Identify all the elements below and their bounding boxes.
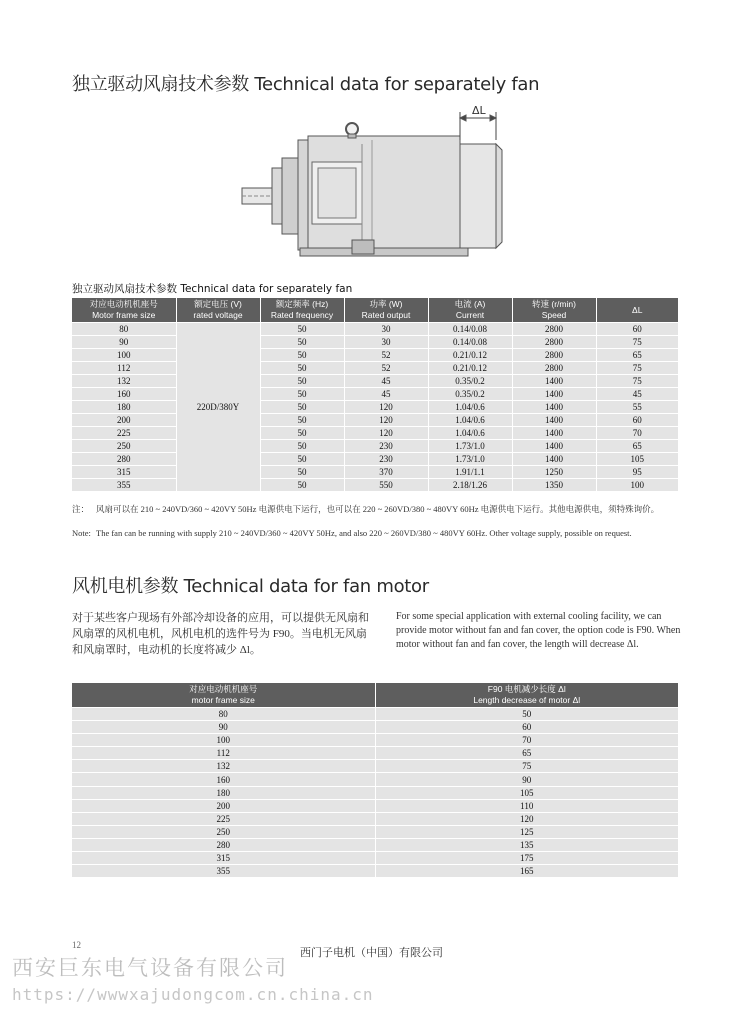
header-en: Speed: [541, 310, 567, 320]
cell-frame: 180: [72, 786, 375, 799]
cell-frame: 250: [72, 825, 375, 838]
cell-length-decrease: 50: [375, 708, 678, 721]
cell-delta-l: 100: [596, 479, 678, 492]
table-row: [72, 336, 678, 349]
cell-speed: 2800: [512, 323, 596, 336]
cell-power: 120: [344, 401, 428, 414]
cell-speed: 1400: [512, 453, 596, 466]
cell-speed: 1250: [512, 466, 596, 479]
cell-delta-l: 75: [596, 336, 678, 349]
cell-speed: 1350: [512, 479, 596, 492]
cell-frame: 160: [72, 773, 375, 786]
table-row: [72, 479, 678, 492]
note-en: [72, 527, 682, 539]
note-cn-text: 风扇可以在 210 ~ 240VD/360 ~ 420VY 50Hz 电源供电下运行，也可以在 220 ~ 260VD/380 ~ 480VY 60Hz 电源供电下运行。其他电源供电，须特殊询价。: [96, 504, 660, 514]
header-cn: 转速 (r/min): [532, 299, 576, 309]
header-en: Rated output: [361, 310, 411, 320]
cell-delta-l: 65: [596, 440, 678, 453]
table-row: [72, 349, 678, 362]
table1-header-row: [72, 298, 678, 323]
cell-length-decrease: 90: [375, 773, 678, 786]
cell-speed: 1400: [512, 440, 596, 453]
cell-power: 45: [344, 388, 428, 401]
cell-current: 1.04/0.6: [428, 401, 512, 414]
table-row: [72, 401, 678, 414]
cell-length-decrease: 125: [375, 825, 678, 838]
table-row: [72, 825, 678, 838]
table-row: [72, 838, 678, 851]
cell-delta-l: 95: [596, 466, 678, 479]
cell-speed: 2800: [512, 362, 596, 375]
header-cn: ΔL: [632, 304, 643, 315]
header-cn: 额定频率 (Hz): [275, 299, 329, 309]
table1-caption: 独立驱动风扇技术参数 Technical data for separately fan: [72, 283, 353, 295]
cell-speed: 1400: [512, 375, 596, 388]
table2-header: [72, 683, 678, 708]
cell-speed: 2800: [512, 336, 596, 349]
header-en: motor frame size: [191, 695, 255, 705]
cell-frequency: 50: [260, 479, 344, 492]
cell-frequency: 50: [260, 414, 344, 427]
cell-speed: 2800: [512, 349, 596, 362]
cell-length-decrease: 65: [375, 747, 678, 760]
cell-power: 45: [344, 375, 428, 388]
table-row: [72, 375, 678, 388]
cell-power: 30: [344, 323, 428, 336]
header-cn: F90 电机减少长度 Δl: [487, 684, 566, 694]
cell-delta-l: 75: [596, 362, 678, 375]
table-row: [72, 773, 678, 786]
cell-current: 0.14/0.08: [428, 323, 512, 336]
table-row: [72, 453, 678, 466]
cell-delta-l: 65: [596, 349, 678, 362]
cell-frame: 160: [72, 388, 176, 401]
cell-current: 1.04/0.6: [428, 427, 512, 440]
table-row: [72, 812, 678, 825]
cell-frame: 200: [72, 414, 176, 427]
cell-power: 550: [344, 479, 428, 492]
table-row: [72, 734, 678, 747]
header-en: Length decrease of motor Δl: [473, 695, 581, 705]
cell-frequency: 50: [260, 427, 344, 440]
cell-speed: 1400: [512, 401, 596, 414]
cell-frame: 225: [72, 812, 375, 825]
cell-frame: 112: [72, 362, 176, 375]
table1-header-cell: [344, 298, 428, 323]
cell-current: 0.35/0.2: [428, 388, 512, 401]
page-number: 12: [72, 940, 81, 950]
cell-frame: 90: [72, 721, 375, 734]
cell-delta-l: 45: [596, 388, 678, 401]
cell-frame: 315: [72, 466, 176, 479]
table1-header-cell: [428, 298, 512, 323]
cell-voltage: 220D/380Y: [176, 323, 260, 492]
cell-frame: 90: [72, 336, 176, 349]
section-title-fan-motor: 风机电机参数 Technical data for fan motor: [72, 576, 429, 597]
section-title-separately-fan: 独立驱动风扇技术参数 Technical data for separately fan: [72, 74, 540, 95]
table2-body: [72, 708, 678, 878]
cell-frame: 355: [72, 479, 176, 492]
cell-delta-l: 105: [596, 453, 678, 466]
cell-frame: 225: [72, 427, 176, 440]
cell-frame: 280: [72, 453, 176, 466]
table1-header-cell: [260, 298, 344, 323]
header-cn: 对应电动机机座号: [189, 684, 258, 694]
cell-length-decrease: 75: [375, 760, 678, 773]
cell-frequency: 50: [260, 349, 344, 362]
cell-length-decrease: 105: [375, 786, 678, 799]
cell-current: 0.35/0.2: [428, 375, 512, 388]
cell-length-decrease: 165: [375, 865, 678, 878]
watermark-url: https://wwwxajudongcom.cn.china.cn: [12, 985, 374, 1004]
cell-current: 1.73/1.0: [428, 440, 512, 453]
cell-length-decrease: 120: [375, 812, 678, 825]
cell-power: 370: [344, 466, 428, 479]
cell-delta-l: 55: [596, 401, 678, 414]
header-cn: 对应电动机机座号: [89, 299, 158, 309]
table-row: [72, 708, 678, 721]
table-row: [72, 440, 678, 453]
cell-frame: 200: [72, 799, 375, 812]
cell-frame: 180: [72, 401, 176, 414]
cell-frame: 280: [72, 838, 375, 851]
table-row: [72, 466, 678, 479]
cell-frame: 355: [72, 865, 375, 878]
table2-header-row: [72, 683, 678, 708]
table-row: [72, 721, 678, 734]
table1-header-cell: [512, 298, 596, 323]
watermark-company: 西安巨东电气设备有限公司: [12, 956, 288, 980]
table-row: [72, 852, 678, 865]
cell-length-decrease: 135: [375, 838, 678, 851]
paragraph-en: For some special application with external cooling facility, we can provide motor without fan and fan cover, the option code is F90. When motor without fan and fan cover, the length will decrease Δl.: [396, 611, 681, 650]
table-row: [72, 799, 678, 812]
cell-current: 0.21/0.12: [428, 362, 512, 375]
cell-current: 2.18/1.26: [428, 479, 512, 492]
cell-frequency: 50: [260, 323, 344, 336]
table2-header-cell: [72, 683, 375, 708]
header-en: Motor frame size: [92, 310, 156, 320]
cell-length-decrease: 110: [375, 799, 678, 812]
table2-header-cell: [375, 683, 678, 708]
fan-motor-table: [72, 683, 678, 878]
cell-delta-l: 75: [596, 375, 678, 388]
cell-frame: 80: [72, 323, 176, 336]
cell-power: 230: [344, 453, 428, 466]
cell-current: 1.91/1.1: [428, 466, 512, 479]
table-row: [72, 323, 678, 336]
cell-frame: 250: [72, 440, 176, 453]
cell-frequency: 50: [260, 362, 344, 375]
cell-power: 230: [344, 440, 428, 453]
cell-frequency: 50: [260, 453, 344, 466]
header-en: Rated frequency: [270, 310, 334, 320]
note-en-label: Note:: [72, 528, 91, 538]
cell-speed: 1400: [512, 388, 596, 401]
cell-length-decrease: 70: [375, 734, 678, 747]
cell-length-decrease: 60: [375, 721, 678, 734]
cell-power: 120: [344, 414, 428, 427]
cell-power: 52: [344, 362, 428, 375]
cell-power: 30: [344, 336, 428, 349]
cell-frame: 132: [72, 760, 375, 773]
cell-power: 52: [344, 349, 428, 362]
cell-frame: 112: [72, 747, 375, 760]
cell-current: 0.21/0.12: [428, 349, 512, 362]
table-row: [72, 427, 678, 440]
note-cn: [72, 503, 682, 515]
cell-delta-l: 60: [596, 323, 678, 336]
cell-frame: 100: [72, 734, 375, 747]
cell-current: 0.14/0.08: [428, 336, 512, 349]
cell-power: 120: [344, 427, 428, 440]
cell-frame: 132: [72, 375, 176, 388]
note-en-text: The fan can be running with supply 210 ~ 240VD/360 ~ 420VY 50Hz, and also 220 ~ 260VD/380 ~ 480VY 60Hz. Other voltage supply, possible on request.: [96, 528, 632, 538]
delta-l-label: ΔL: [472, 104, 486, 117]
table1-header-cell: [72, 298, 176, 323]
note-cn-label: 注：: [72, 504, 90, 514]
table-row: [72, 362, 678, 375]
cell-current: 1.04/0.6: [428, 414, 512, 427]
cell-frequency: 50: [260, 375, 344, 388]
cell-speed: 1400: [512, 414, 596, 427]
paragraph-cn: 对于某些客户现场有外部冷却设备的应用，可以提供无风扇和风扇罩的风机电机，风机电机的选件号为 F90。当电机无风扇和风扇罩时，电动机的长度将减少 Δl。: [72, 612, 369, 656]
table-row: [72, 865, 678, 878]
cell-length-decrease: 175: [375, 852, 678, 865]
motor-drawing: [240, 100, 530, 270]
cell-frame: 315: [72, 852, 375, 865]
cell-frequency: 50: [260, 440, 344, 453]
cell-frequency: 50: [260, 466, 344, 479]
company-name: 西门子电机（中国）有限公司: [300, 946, 443, 959]
cell-delta-l: 60: [596, 414, 678, 427]
cell-speed: 1400: [512, 427, 596, 440]
cell-frequency: 50: [260, 401, 344, 414]
cell-frame: 100: [72, 349, 176, 362]
table-row: [72, 388, 678, 401]
cell-frame: 80: [72, 708, 375, 721]
table1-body: [72, 323, 678, 492]
table-row: [72, 786, 678, 799]
table-row: [72, 747, 678, 760]
table-row: [72, 760, 678, 773]
table1-header-cell: [596, 298, 678, 323]
cell-delta-l: 70: [596, 427, 678, 440]
cell-frequency: 50: [260, 336, 344, 349]
table1-header-cell: [176, 298, 260, 323]
header-en: Current: [455, 310, 485, 320]
cell-frequency: 50: [260, 388, 344, 401]
header-cn: 额定电压 (V): [194, 299, 242, 309]
table-row: [72, 414, 678, 427]
header-cn: 功率 (W): [369, 299, 403, 309]
header-cn: 电流 (A): [454, 299, 486, 309]
separately-fan-table: [72, 298, 678, 492]
table1-header: [72, 298, 678, 323]
cell-current: 1.73/1.0: [428, 453, 512, 466]
header-en: rated voltage: [193, 310, 243, 320]
